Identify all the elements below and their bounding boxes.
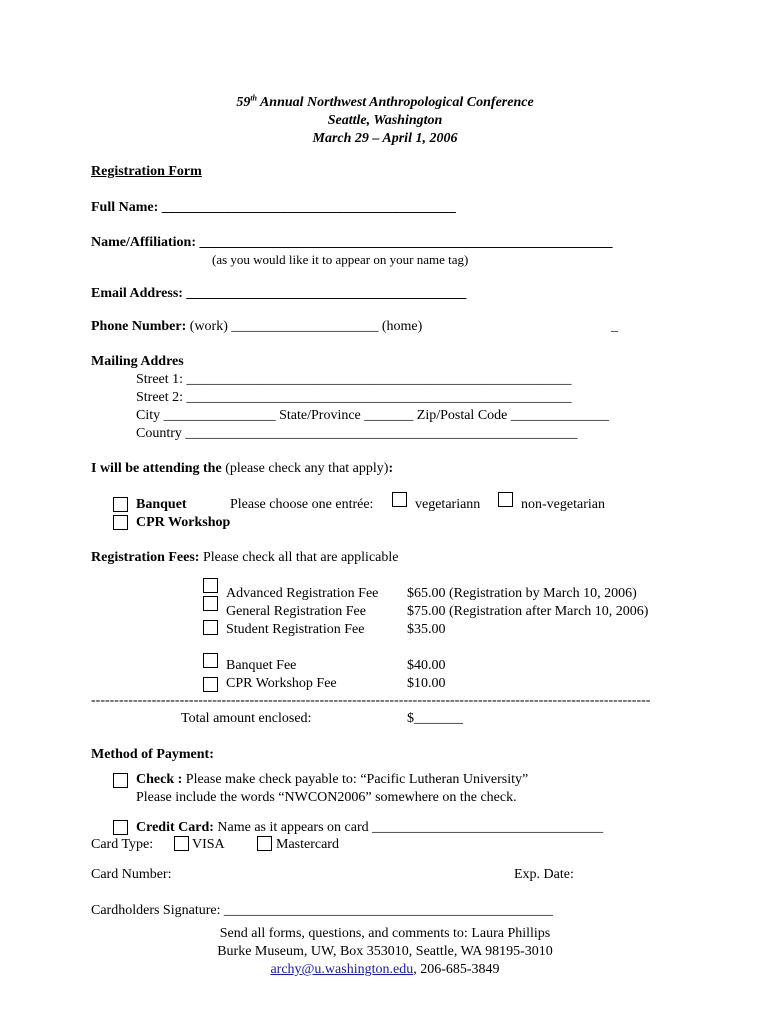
check-note: Please include the words “NWCON2006” somewhere on the check. — [136, 790, 517, 805]
general-fee-checkbox[interactable] — [203, 596, 218, 611]
banquet-checkbox[interactable] — [113, 497, 128, 512]
general-fee-label: General Registration Fee — [226, 604, 366, 619]
non-vegetarian-checkbox[interactable] — [498, 492, 513, 507]
student-fee-price: $35.00 — [407, 622, 446, 637]
cpr-fee-label: CPR Workshop Fee — [226, 676, 337, 691]
payment-title: Method of Payment: — [91, 747, 214, 762]
card-type-label: Card Type: — [91, 837, 154, 852]
check-checkbox[interactable] — [113, 773, 128, 788]
conference-title: 59th Annual Northwest Anthropological Conference — [236, 93, 534, 110]
footer-contact: Send all forms, questions, and comments to: Laura Phillips — [219, 926, 551, 941]
card-number-field[interactable]: Card Number: — [91, 867, 172, 882]
conference-dates: March 29 – April 1, 2006 — [312, 131, 458, 146]
credit-card-option[interactable]: Credit Card: Name as it appears on card _________________________________ — [136, 820, 604, 835]
advanced-fee-checkbox[interactable] — [203, 578, 218, 593]
divider: ------------------------------------------------------------------------------------------------------------------------ — [91, 693, 651, 708]
banquet-label: Banquet — [136, 497, 187, 512]
cpr-fee-price: $10.00 — [407, 676, 446, 691]
mastercard-label: Mastercard — [276, 837, 339, 852]
vegetarian-label: vegetariann — [415, 497, 481, 512]
check-option: Check : Please make check payable to: “Pacific Lutheran University” — [136, 772, 529, 787]
advanced-fee-price: $65.00 (Registration by March 10, 2006) — [407, 586, 637, 601]
affiliation-note: (as you would like it to appear on your name tag) — [212, 252, 469, 267]
cpr-workshop-checkbox[interactable] — [113, 515, 128, 530]
entree-prompt: Please choose one entrée: — [230, 497, 374, 512]
footer-email-phone: archy@u.washington.edu, 206-685-3849 — [270, 962, 500, 977]
vegetarian-checkbox[interactable] — [392, 492, 407, 507]
attending-label: I will be attending the (please check any that apply): — [91, 461, 394, 476]
affiliation-field[interactable]: Name/Affiliation: ___________________________________________________________ — [91, 235, 613, 250]
banquet-fee-checkbox[interactable] — [203, 653, 218, 668]
exp-date-field[interactable]: Exp. Date: — [514, 867, 574, 882]
email-link[interactable]: archy@u.washington.edu — [270, 962, 414, 977]
advanced-fee-label: Advanced Registration Fee — [226, 586, 379, 601]
non-vegetarian-label: non-vegetarian — [521, 497, 605, 512]
credit-card-checkbox[interactable] — [113, 820, 128, 835]
full-name-field[interactable]: Full Name: __________________________________________ — [91, 200, 456, 215]
form-title: Registration Form — [91, 164, 202, 179]
signature-field[interactable]: Cardholders Signature: _______________________________________________ — [91, 903, 553, 918]
conference-location: Seattle, Washington — [327, 113, 443, 128]
cpr-fee-checkbox[interactable] — [203, 677, 218, 692]
country-field[interactable]: Country ________________________________________________________ — [136, 426, 578, 441]
visa-label: VISA — [192, 837, 225, 852]
street2-field[interactable]: Street 2: _______________________________________________________ — [136, 390, 572, 405]
phone-home-blank[interactable]: _ — [611, 319, 618, 334]
banquet-fee-price: $40.00 — [407, 658, 446, 673]
student-fee-checkbox[interactable] — [203, 620, 218, 635]
general-fee-price: $75.00 (Registration after March 10, 2006) — [407, 604, 649, 619]
mastercard-checkbox[interactable] — [257, 836, 272, 851]
phone-field[interactable]: Phone Number: (work) _____________________ (home) — [91, 319, 423, 334]
total-amount-field[interactable]: $_______ — [407, 711, 463, 726]
student-fee-label: Student Registration Fee — [226, 622, 365, 637]
email-field[interactable]: Email Address: ________________________________________ — [91, 286, 467, 301]
cpr-workshop-label: CPR Workshop — [136, 515, 231, 530]
footer-address: Burke Museum, UW, Box 353010, Seattle, WA 98195-3010 — [217, 944, 553, 959]
city-state-zip-field[interactable]: City ________________ State/Province _______ Zip/Postal Code ______________ — [136, 408, 609, 423]
street1-field[interactable]: Street 1: _______________________________________________________ — [136, 372, 572, 387]
registration-fees-label: Registration Fees: Please check all that are applicable — [91, 550, 399, 565]
mailing-address-label: Mailing Addres — [91, 354, 184, 369]
visa-checkbox[interactable] — [174, 836, 189, 851]
banquet-fee-label: Banquet Fee — [226, 658, 297, 673]
total-label: Total amount enclosed: — [181, 711, 312, 726]
